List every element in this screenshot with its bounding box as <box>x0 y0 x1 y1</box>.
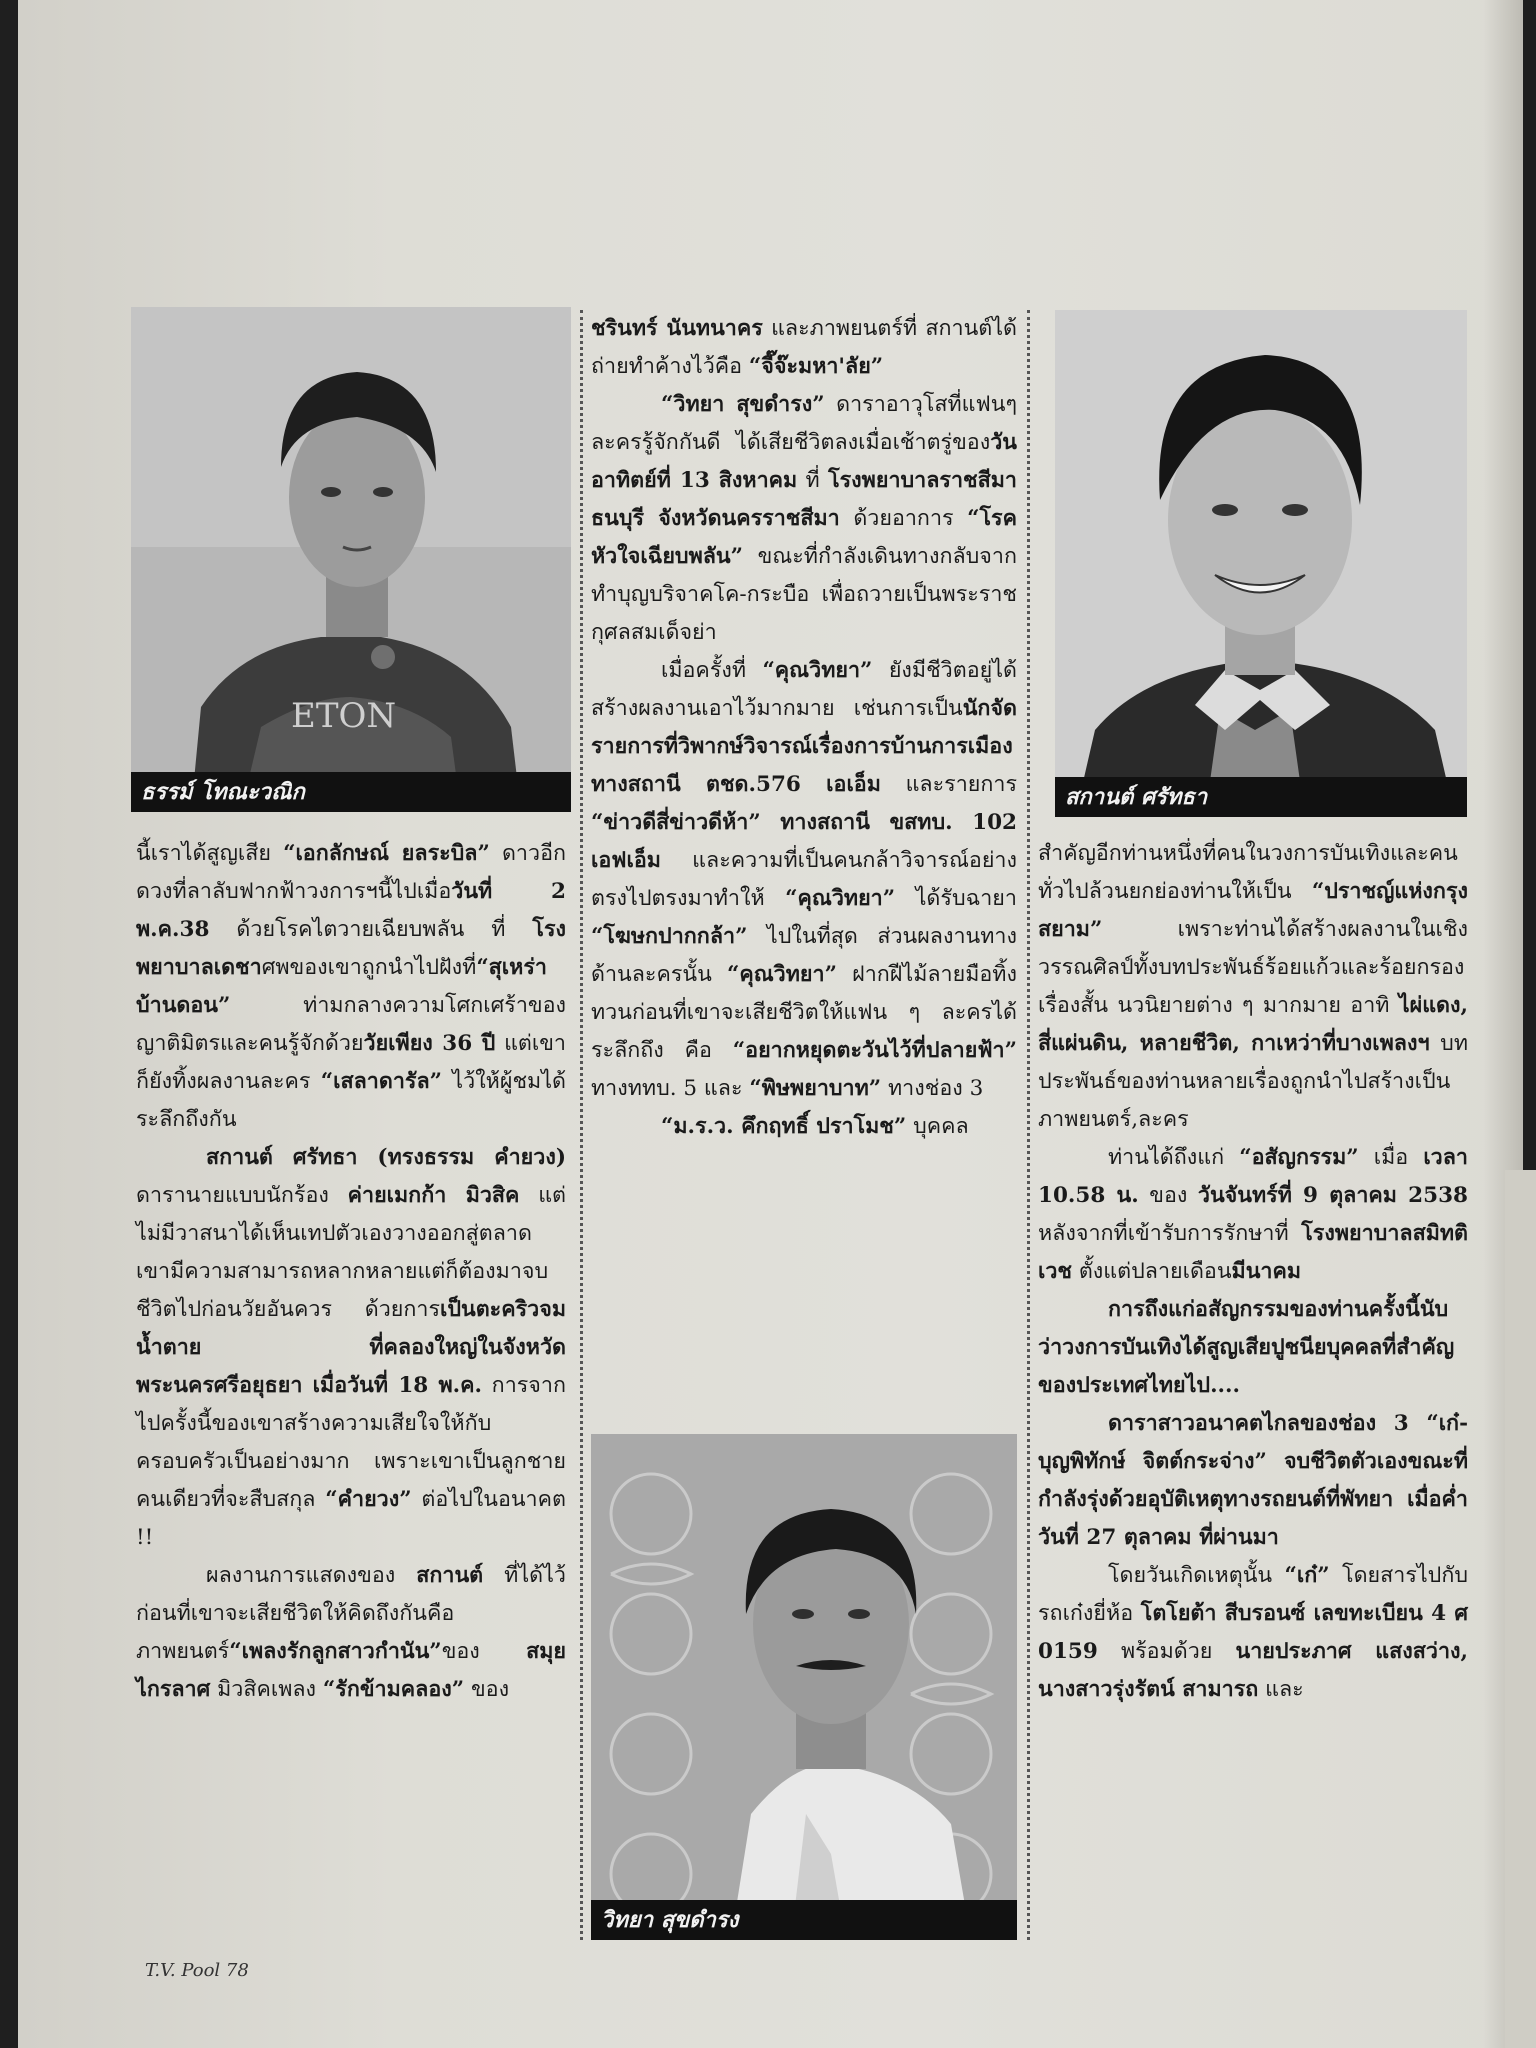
text-run: เมื่อครั้งที่ <box>661 658 763 683</box>
text-run: สำคัญอีกท่านหนึ่งที่คนในวงการบันเทิงและคนทั่วไปล้วนยกย่องท่านให้เป็น <box>1038 841 1458 904</box>
text-run: ที่ได้ไว้ก่อนที่เขาจะเสียชีวิตให้คิดถึงกันคือ ภาพยนตร์ <box>136 1563 567 1664</box>
paragraph <box>1038 1291 1468 1405</box>
paragraph <box>1038 1405 1468 1557</box>
bold-text-run: โรงพยาบาลเดชา <box>136 917 566 980</box>
text-run: การจากไปครั้งนี้ของเขาสร้างความเสียใจให้กับครอบครัวเป็นอย่างมาก เพราะเขาเป็นลูกชายคนเดียวที่จะสืบสกุล <box>136 1373 566 1512</box>
paragraph <box>591 310 1017 386</box>
paragraph <box>591 1108 1017 1146</box>
text-run: ขณะที่กำลังเดินทางกลับจากทำบุญบริจาคโค-กระบือ เพื่อถวายเป็นพระราชกุศลสมเด็จย่า <box>591 544 1017 645</box>
text-run: เพราะท่านได้สร้างผลงานในเชิงวรรณศิลป์ทั้งบทประพันธ์ร้อยแก้วและร้อยกรอง เรื่องสั้น นวนิยายต่าง ๆ มากมาย อาทิ <box>1038 917 1468 1018</box>
bold-text-run: “คุณวิทยา” <box>785 886 896 911</box>
bold-text-run: สกานต์ <box>416 1563 484 1588</box>
text-run: ไปในที่สุด ส่วนผลงานทางด้านละครนั้น <box>591 924 1017 987</box>
bold-text-run: นายประภาศ แสงสว่าง, นางสาวรุ่งรัตน์ สามารถ <box>1038 1639 1469 1702</box>
paragraph <box>136 835 566 1139</box>
text-run: ดาวอีกดวงที่ลาลับฟากฟ้าวงการฯนี้ไปเมื่อ <box>136 841 567 904</box>
text-run: ผลงานการแสดงของ <box>206 1563 417 1588</box>
bold-text-run: “รักข้ามคลอง” <box>322 1677 465 1702</box>
bold-text-run: วันอาทิตย์ที่ 13 สิงหาคม <box>591 430 1017 493</box>
bold-text-run: “จี๊จ๊ะมหา'ลัย” <box>748 354 884 379</box>
page-footer: T.V. Pool 78 <box>145 1960 249 1981</box>
text-run: หลังจากที่เข้ารับการรักษาที่ <box>1038 1221 1302 1246</box>
paragraph <box>1038 1557 1468 1709</box>
photo-sakan <box>1055 310 1467 817</box>
text-run: ท่ามกลางความโศกเศร้าของญาติมิตรและคนรู้จักด้วย <box>136 993 566 1056</box>
bold-text-run: การถึงแก่อสัญกรรมของท่านครั้งนี้นับว่าวงการบันเทิงได้สูญเสียปูชนียบุคคลที่สำคัญของประเทศไทยไป.... <box>1038 1297 1455 1398</box>
text-run: ยังมีชีวิตอยู่ได้สร้างผลงานเอาไว้มากมาย เช่นการเป็น <box>591 658 1017 721</box>
text-run: ด้วยอาการ <box>839 506 968 531</box>
bold-text-run: “อยากหยุดตะวันไว้ที่ปลายฟ้า” <box>732 1038 1017 1063</box>
photo-caption: วิทยา สุขดำรง <box>591 1900 1017 1940</box>
bold-text-run: โตโยต้า สีบรอนซ์ เลขทะเบียน 4 ศ 0159 <box>1038 1601 1468 1664</box>
bold-text-run: “ปราชญ์แห่งกรุงสยาม” <box>1038 879 1468 942</box>
bold-text-run: “คุณวิทยา” <box>762 658 873 683</box>
text-run: มิวสิคเพลง <box>210 1677 323 1702</box>
bold-text-run: “ข่าวดีสี่ข่าวดีห้า” ทางสถานี ขสทบ. 102 เอฟเอ็ม <box>591 810 1017 873</box>
bold-text-run: ชรินทร์ นันทนาคร <box>591 316 763 341</box>
paragraph <box>136 1139 566 1557</box>
text-run: และรายการ <box>880 772 1018 797</box>
text-run: ด้วยโรคไตวายเฉียบพลัน ที่ <box>209 917 533 942</box>
bold-text-run: ดาราสาวอนาคตไกลของช่อง 3 “เก๋-บุญพิทักษ์ จิตต์กระจ่าง” จบชีวิตตัวเองขณะที่กำลังรุ่งด้วยอุบัติเหตุทางรถยนต์ที่พัทยา เมื่อค่ำวันที่ 27 ตุลาคม ที่ผ่านมา <box>1038 1411 1468 1550</box>
bold-text-run: วันจันทร์ที่ 9 ตุลาคม 2538 <box>1197 1183 1468 1208</box>
text-run: ท่านได้ถึงแก่ <box>1108 1145 1240 1170</box>
bold-text-run: วันที่ 2 พ.ค.38 <box>136 879 566 942</box>
text-run: ดาราอาวุโสที่แฟนๆละครรู้จักกันดี ได้เสียชีวิตลงเมื่อเช้าตรู่ของ <box>591 392 1017 455</box>
text-run: ไว้ให้ผู้ชมได้ระลึกถึงกัน <box>136 1069 566 1132</box>
text-run: แต่ไม่มีวาสนาได้เห็นเทปตัวเองวางออกสู่ตลาด เขามีความสามารถหลากหลายแต่ก็ต้องมาจบชีวิตไปก่อนวัยอันควร ด้วยการ <box>136 1183 567 1322</box>
text-run: และภาพยนตร์ที่ สกานต์ได้ถ่ายทำค้างไว้คือ <box>591 316 1018 379</box>
text-run: และ <box>1258 1677 1304 1702</box>
text-run: ฝากฝีไม้ลายมือทิ้งทวนก่อนที่เขาจะเสียชีวิตให้แฟน ๆ ละครได้ระลึกถึง คือ <box>591 962 1017 1063</box>
paragraph <box>1038 1139 1468 1291</box>
text-run: ตั้งแต่ปลายเดือน <box>1072 1259 1232 1284</box>
bold-text-run: “เพลงรักลูกสาวกำนัน” <box>229 1639 442 1664</box>
next-page-edge <box>1505 1170 1536 2048</box>
text-run: ของ <box>1138 1183 1198 1208</box>
paragraph <box>1038 835 1468 1139</box>
text-run: โดยวันเกิดเหตุนั้น <box>1108 1563 1285 1588</box>
text-run: ของ <box>464 1677 510 1702</box>
article-column-1 <box>136 835 566 1709</box>
text-run: แต่เขาก็ยังทิ้งผลงานละคร <box>136 1031 567 1094</box>
bold-text-run: “วิทยา สุขดำรง” <box>661 392 825 417</box>
bold-text-run: นักจัดรายการที่วิพากษ์วิจารณ์เรื่องการบ้านการเมือง ทางสถานี ตชด.576 เอเอ็ม <box>591 696 1017 797</box>
paragraph <box>591 386 1017 652</box>
bold-text-run: “โฆษกปากกล้า” <box>591 924 748 949</box>
bold-text-run: เป็นตะคริวจมน้ำตาย ที่คลองใหญ่ในจังหวัดพระนครศรีอยุธยา เมื่อวันที่ 18 พ.ค. <box>136 1297 566 1398</box>
column-divider <box>580 310 583 1940</box>
bold-text-run: สกานต์ ศรัทธา (ทรงธรรม คำยวง) <box>206 1145 566 1170</box>
photo-witthaya <box>591 1434 1017 1940</box>
bold-text-run: สมุย ไกรลาศ <box>136 1639 566 1702</box>
article-column-2 <box>591 310 1017 1146</box>
bold-text-run: โรงพยาบาลสมิทติเวช <box>1038 1221 1468 1284</box>
bold-text-run: วัยเพียง 36 ปี <box>363 1031 496 1056</box>
bold-text-run: “โรคหัวใจเฉียบพลัน” <box>591 506 1017 569</box>
bold-text-run: “สุเหร่าบ้านดอน” <box>136 955 547 1018</box>
article-column-3 <box>1038 835 1468 1709</box>
bold-text-run: “อสัญกรรม” <box>1239 1145 1359 1170</box>
bold-text-run: โรงพยาบาลราชสีมาธนบุรี จังหวัดนครราชสีมา <box>591 468 1017 531</box>
bold-text-run: “เสลาดารัล” <box>320 1069 442 1094</box>
text-run: และความที่เป็นคนกล้าวิจารณ์อย่างตรงไปตรงมาทำให้ <box>591 848 1017 911</box>
photo-thamma <box>131 307 571 812</box>
bold-text-run: “พิษพยาบาท” <box>749 1076 882 1101</box>
text-run: บทประพันธ์ของท่านหลายเรื่องถูกนำไปสร้างเป็นภาพยนตร์,ละคร <box>1038 1031 1469 1132</box>
svg-text:ETON: ETON <box>291 696 397 736</box>
bold-text-run: “คำยวง” <box>325 1487 412 1512</box>
text-run: ต่อไปในอนาคต !! <box>136 1487 566 1550</box>
text-run: ที่ <box>797 468 829 493</box>
bold-text-run: ค่ายเมกก้า มิวสิค <box>347 1183 520 1208</box>
bold-text-run: เวลา 10.58 น. <box>1038 1145 1468 1208</box>
paragraph <box>591 652 1017 1108</box>
bold-text-run: ไผ่แดง, สี่แผ่นดิน, หลายชีวิต, กาเหว่าที่บางเพลงฯ <box>1038 993 1468 1056</box>
text-run: ทางช่อง 3 <box>881 1076 984 1101</box>
text-run: พร้อมด้วย <box>1097 1639 1236 1664</box>
magazine-page <box>18 0 1523 2048</box>
text-run: ศพของเขาถูกนำไปฝังที่ <box>261 955 477 980</box>
column-divider <box>1027 310 1030 1940</box>
text-run: ดารานายแบบนักร้อง <box>136 1183 348 1208</box>
bold-text-run: “คุณวิทยา” <box>726 962 837 987</box>
bold-text-run: มีนาคม <box>1231 1259 1302 1284</box>
paragraph <box>136 1557 566 1709</box>
bold-text-run: “เอกลักษณ์ ยลระบิล” <box>283 841 490 866</box>
text-run: โดยสารไปกับรถเก๋งยี่ห้อ <box>1038 1563 1468 1626</box>
text-run: ทางททบ. 5 และ <box>591 1076 750 1101</box>
text-run: เมื่อ <box>1358 1145 1424 1170</box>
text-run: ได้รับฉายา <box>895 886 1017 911</box>
text-run: ของ <box>441 1639 527 1664</box>
photo-caption: สกานต์ ศรัทธา <box>1055 777 1467 817</box>
bold-text-run: “ม.ร.ว. คึกฤทธิ์ ปราโมช” <box>661 1114 907 1139</box>
text-run: บุคคล <box>906 1114 969 1139</box>
photo-caption: ธรรม์ โทณะวณิก <box>131 772 571 812</box>
bold-text-run: “เก๋” <box>1284 1563 1330 1588</box>
text-run: นี้เราได้สูญเสีย <box>136 841 284 866</box>
